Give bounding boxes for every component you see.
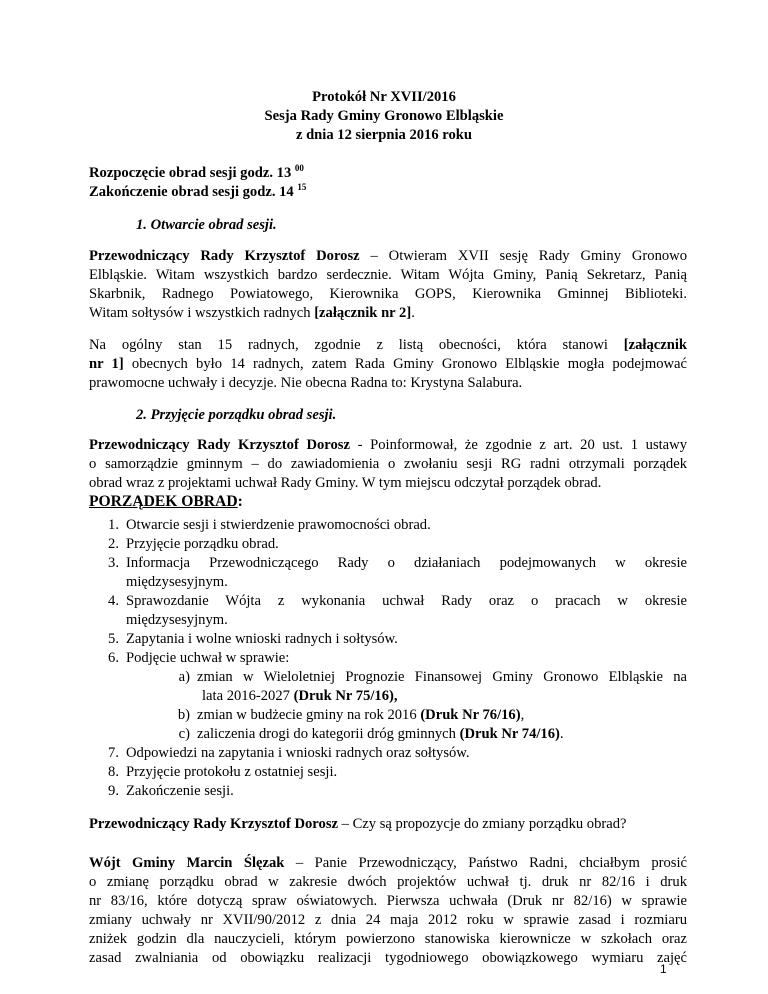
session-end-time: Zakończenie obrad sesji godz. 14 $^{15}$ [89,182,307,200]
sub-list-item: zmian w budżecie gminy na rok 2016 (Druk Nr 76/16), [197,707,525,723]
session-start-time: Rozpoczęcie obrad sesji godz. 13 $^{00}$ [89,163,304,181]
page-number: 1 [660,962,667,976]
protocol-title: Protokół Nr XVII/2016 [312,89,456,105]
list-item: Podjęcie uchwał w sprawie: [126,650,290,666]
agenda-heading: PORZĄDEK OBRAD: [89,493,243,510]
list-item: Przyjęcie protokołu z ostatniej sesji. [126,764,338,780]
section-2-title: 2. Przyjęcie porządku obrad sesji. [136,407,337,423]
sub-list-item: zmian w Wieloletniej Prognozie Finansowej Gminy Gronowo Elbląskie na [197,669,687,685]
document-page: Protokół Nr XVII/2016 Sesja Rady Gminy Gronowo Elbląskie z dnia 12 sierpnia 2016 roku Rozpoczęcie obrad sesji godz. 13 $^{00}$ Zakończenie obrad sesji godz. 14 $^{15}$ 1. Otwarcie obrad sesji. Przewodniczący Rady Krzysztof Dorosz – Otwieram XVII sesję Rady Gminy Gronowo Elbląskie. Witam wszystkich bardzo serdecznie. Witam Wójta Gminy, Panią Sekretarz, Panią Skarbnik, Radnego Powiatowego, Kierownika GOPS, Kierownika Gminnej Biblioteki. Witam sołtysów i wszystkich radnych [załącznik nr 2]. Na ogólny stan 15 radnych, zgodnie z listą obecności, która stanowi [załącznik nr 1] obecnych było 14 radnych, zatem Rada Gminy Gronowo Elbląskie mogła podejmować prawomocne uchwały i decyzje. Nie obecna Radna to: Krystyna Salabura. 2. Przyjęcie porządku obrad sesji. Przewodniczący Rady Krzysztof Dorosz - Poinformował, że zgodnie z art. 20 ust. 1 ustawy o samorządzie gminnym – do zawiadomienia o zwołaniu sesji RG radni otrzymali porządek obrad wraz z projektami uchwał Rady Gminy. W tym miejscu odczytał porządek obrad. PORZĄDEK OBRAD: 1. Otwarcie sesji i stwierdzenie prawomocności obrad. 2. Przyjęcie porządku obrad. 3. Informacja Przewodniczącego Rady o działaniach podejmowanych w okresie międzysesyjnym. 4. Sprawozdanie Wójta z wykonania uchwał Rady oraz o pracach w okresie międzysesyjnym. 5. Zapytania i wolne wnioski radnych i sołtysów. 6. Podjęcie uchwał w sprawie: a) zmian w Wieloletniej Prognozie Finansowej Gminy Gronowo Elbląskie na lata 2016-2027 (Druk Nr 75/16), b) zmian w budżecie gminy na rok 2016 (Druk Nr 76/16), c) zaliczenia drogi do kategorii dróg gminnych (Druk Nr 74/16). 7. Odpowiedzi na zapytania i wnioski radnych oraz sołtysów. 8. Przyjęcie protokołu z ostatniej sesji. 9. Zakończenie sesji. Przewodniczący Rady Krzysztof Dorosz – Czy są propozycje do zmiany porządku obrad? Wójt Gminy Marcin Ślęzak – Panie Przewodniczący, Państwo Radni, chciałbym prosić o zmianę porządku obrad w zakresie dwóch projektów uchwał tj. druk nr 82/16 i druk nr 83/16, które dotyczą spraw oświatowych. Pierwsza uchwała (Druk nr 82/16) w sprawie zmiany uchwały nr XVII/90/2012 z dnia 24 maja 2012 roku w sprawie zasad i rozmiaru zniżek godzin dla nauczycieli, którym powierzono stanowiska kierownicze w szkołach oraz zasad zwalniania od obowiązku realizacji tygodniowego obowiązkowego wymiaru zajęć 1 [0,0,768,994]
list-item: Sprawozdanie Wójta z wykonania uchwał Rady oraz o pracach w okresie [126,593,687,609]
list-item: Odpowiedzi na zapytania i wnioski radnych oraz sołtysów. [126,745,470,761]
list-item: Przyjęcie porządku obrad. [126,536,279,552]
chairman-question: Przewodniczący Rady Krzysztof Dorosz – Czy są propozycje do zmiany porządku obrad? [89,816,627,832]
list-item: Informacja Przewodniczącego Rady o działaniach podejmowanych w okresie [126,555,687,571]
session-date: z dnia 12 sierpnia 2016 roku [295,127,473,143]
section-1-title: 1. Otwarcie obrad sesji. [136,217,277,233]
list-item: Otwarcie sesji i stwierdzenie prawomocności obrad. [126,517,431,533]
sub-list-item: zaliczenia drogi do kategorii dróg gminnych (Druk Nr 74/16). [197,726,564,742]
list-item: Zakończenie sesji. [126,783,234,799]
list-item: Zapytania i wolne wnioski radnych i sołtysów. [126,631,398,647]
session-title: Sesja Rady Gminy Gronowo Elbląskie [264,108,504,124]
